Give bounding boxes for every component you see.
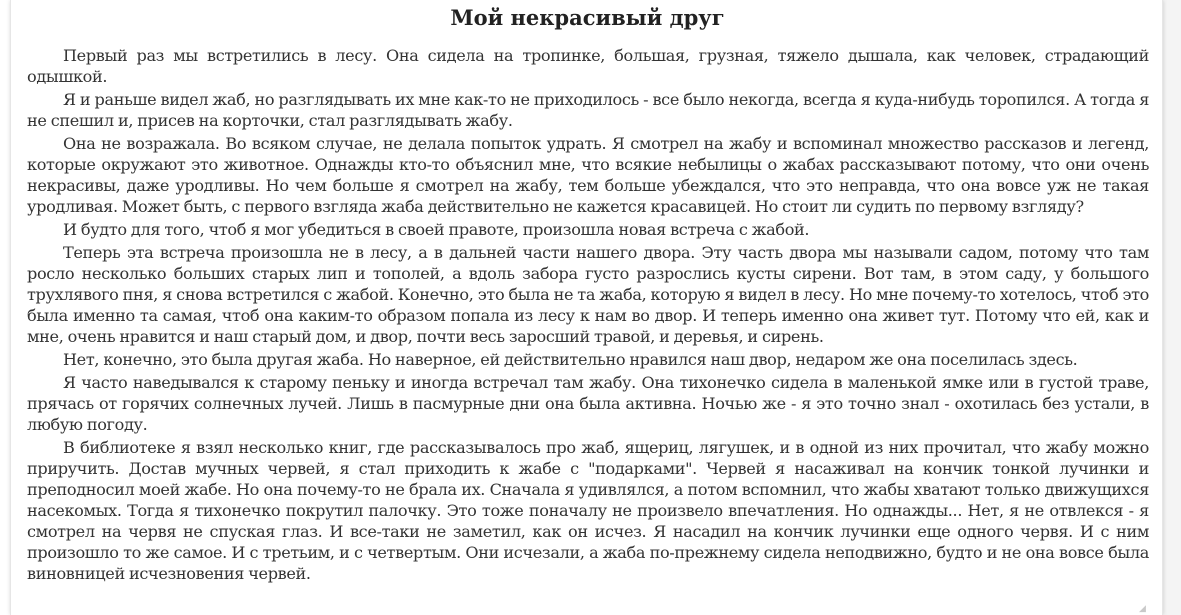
article-title: Мой некрасивый друг: [450, 5, 725, 30]
paragraph-3: Она не возражала. Во всяком случае, не делала попыток удрать. Я смотрел на жабу и вспоминал множество рассказов и легенд, которые окружают это животное. Однажды кто-то объяснил мне, что всякие небылицы о жабах рассказывают потому, что они очень некрасивы, даже уродливы. Но чем больше я смотрел на жабу, тем больше убеждался, что это неправда, что она вовсе уж не такая уродливая. Может быть, с первого взгляда жаба действительно не кажется красавицей. Но стоит ли судить по первому взгляду?: [27, 134, 1149, 216]
paragraph-1: Первый раз мы встретились в лесу. Она сидела на тропинке, большая, грузная, тяжело дышала, как человек, страдающий одышкой.: [27, 46, 1149, 86]
paragraph-5: Теперь эта встреча произошла не в лесу, а в дальней части нашего двора. Эту часть двора мы называли садом, потому что там росло несколько больших старых лип и тополей, а вдоль забора густо разрослись кусты сирени. Вот там, в этом саду, у большого трухлявого пня, я снова встретился с жабой. Конечно, это была не та жаба, которую я видел в лесу. Но мне почему-то хотелось, чтоб это была именно та самая, чтоб она каким-то образом попала из лесу к нам во двор. И теперь именно она живет тут. Потому что ей, как и мне, очень нравится и наш старый дом, и двор, почти весь заросший травой, и деревья, и сирень.: [27, 243, 1149, 346]
page-right-margin: [1163, 0, 1181, 615]
paragraph-7: Я часто наведывался к старому пеньку и иногда встречал там жабу. Она тихонечко сидела в маленькой ямке или в густой траве, прячась от горячих солнечных лучей. Лишь в пасмурные дни она была активна. Ночью же - я это точно знал - охотилась без устали, в любую погоду.: [27, 373, 1149, 434]
paragraph-8: В библиотеке я взял несколько книг, где рассказывалось про жаб, ящериц, лягушек, и в одной из них прочитал, что жабу можно приручить. Достав мучных червей, я стал приходить к жабе с "подарками". Червей я насаживал на кончик тонкой лучинки и преподносил моей жабе. Но она почему-то не брала их. Сначала я удивлялся, а потом вспомнил, что жабы хватают только движущихся насекомых. Тогда я тихонечко покрутил палочку. Это тоже поначалу не произвело впечатления. Но однажды... Нет, я не отвлекся - я смотрел на червя не спуская глаз. И все-таки не заметил, как он исчез. Я насадил на кончик лучинки еще одного червя. И с ним произошло то же самое. И с третьим, и с четвертым. Они исчезали, а жаба по-прежнему сидела неподвижно, будто и не она вовсе была виновницей исчезновения червей.: [27, 438, 1149, 583]
resize-grip-icon: ◢: [1139, 604, 1146, 614]
paragraph-4: И будто для того, чтоб я мог убедиться в своей правоте, произошла новая встреча с жабой.: [63, 220, 810, 239]
paragraph-2: Я и раньше видел жаб, но разглядывать их мне как-то не приходилось - все было некогда, всегда я куда-нибудь торопился. А тогда я не спешил и, присев на корточки, стал разглядывать жабу.: [27, 90, 1149, 130]
document-page: [10, 0, 1163, 615]
article-body: [27, 45, 1149, 586]
paragraph-6: Нет, конечно, это была другая жаба. Но наверное, ей действительно нравился наш двор, недаром же она поселилась здесь.: [63, 350, 1078, 369]
